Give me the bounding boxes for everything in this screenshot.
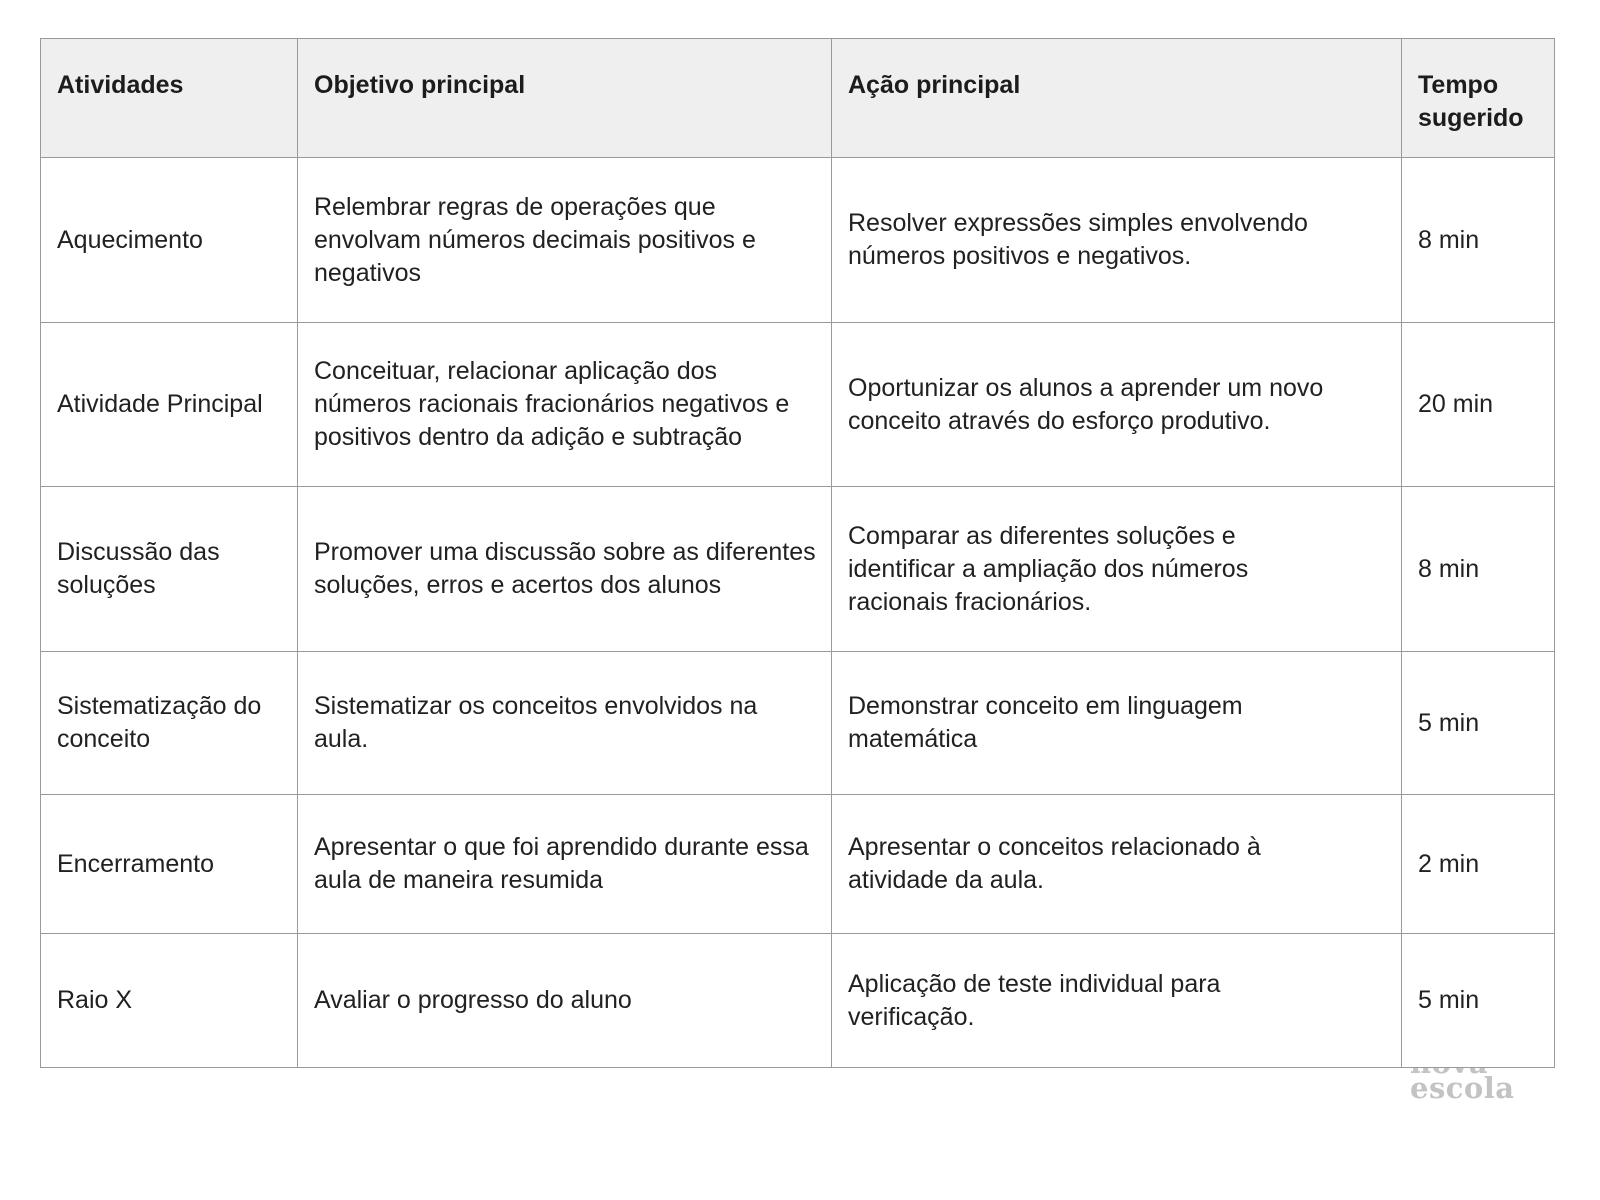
column-header-acao-principal: Ação principal <box>832 39 1402 158</box>
cell-acao: Apresentar o conceitos relacionado à atividade da aula. <box>832 795 1402 934</box>
cell-tempo: 8 min <box>1402 487 1555 652</box>
table-row <box>41 158 1555 323</box>
cell-acao: Oportunizar os alunos a aprender um novo conceito através do esforço produtivo. <box>832 323 1402 487</box>
cell-acao: Demonstrar conceito em linguagem matemática <box>832 652 1402 795</box>
table-header-row <box>41 39 1555 158</box>
cell-tempo: 5 min <box>1402 652 1555 795</box>
cell-objetivo: Conceituar, relacionar aplicação dos números racionais fracionários negativos e positivos dentro da adição e subtração <box>298 323 832 487</box>
table-row <box>41 323 1555 487</box>
cell-acao: Aplicação de teste individual para verificação. <box>832 934 1402 1068</box>
logo-line-2: escola <box>1410 1071 1515 1105</box>
column-header-tempo-sugerido: Tempo sugerido <box>1402 39 1555 158</box>
cell-objetivo: Promover uma discussão sobre as diferentes soluções, erros e acertos dos alunos <box>298 487 832 652</box>
cell-atividade: Discussão das soluções <box>41 487 298 652</box>
cell-objetivo: Sistematizar os conceitos envolvidos na aula. <box>298 652 832 795</box>
table-row <box>41 652 1555 795</box>
column-header-atividades: Atividades <box>41 39 298 158</box>
cell-acao: Comparar as diferentes soluções e identificar a ampliação dos números racionais fracionários. <box>832 487 1402 652</box>
column-header-objetivo-principal: Objetivo principal <box>298 39 832 158</box>
lesson-plan-table <box>40 38 1555 1068</box>
cell-tempo: 2 min <box>1402 795 1555 934</box>
table-row <box>41 487 1555 652</box>
cell-objetivo: Avaliar o progresso do aluno <box>298 934 832 1068</box>
cell-atividade: Atividade Principal <box>41 323 298 487</box>
cell-atividade: Aquecimento <box>41 158 298 323</box>
cell-objetivo: Relembrar regras de operações que envolvam números decimais positivos e negativos <box>298 158 832 323</box>
cell-tempo: 5 min <box>1402 934 1555 1068</box>
table-row <box>41 934 1555 1068</box>
cell-acao: Resolver expressões simples envolvendo números positivos e negativos. <box>832 158 1402 323</box>
cell-objetivo: Apresentar o que foi aprendido durante essa aula de maneira resumida <box>298 795 832 934</box>
cell-atividade: Encerramento <box>41 795 298 934</box>
cell-tempo: 8 min <box>1402 158 1555 323</box>
cell-atividade: Sistematização do conceito <box>41 652 298 795</box>
table-row <box>41 795 1555 934</box>
cell-tempo: 20 min <box>1402 323 1555 487</box>
cell-atividade: Raio X <box>41 934 298 1068</box>
